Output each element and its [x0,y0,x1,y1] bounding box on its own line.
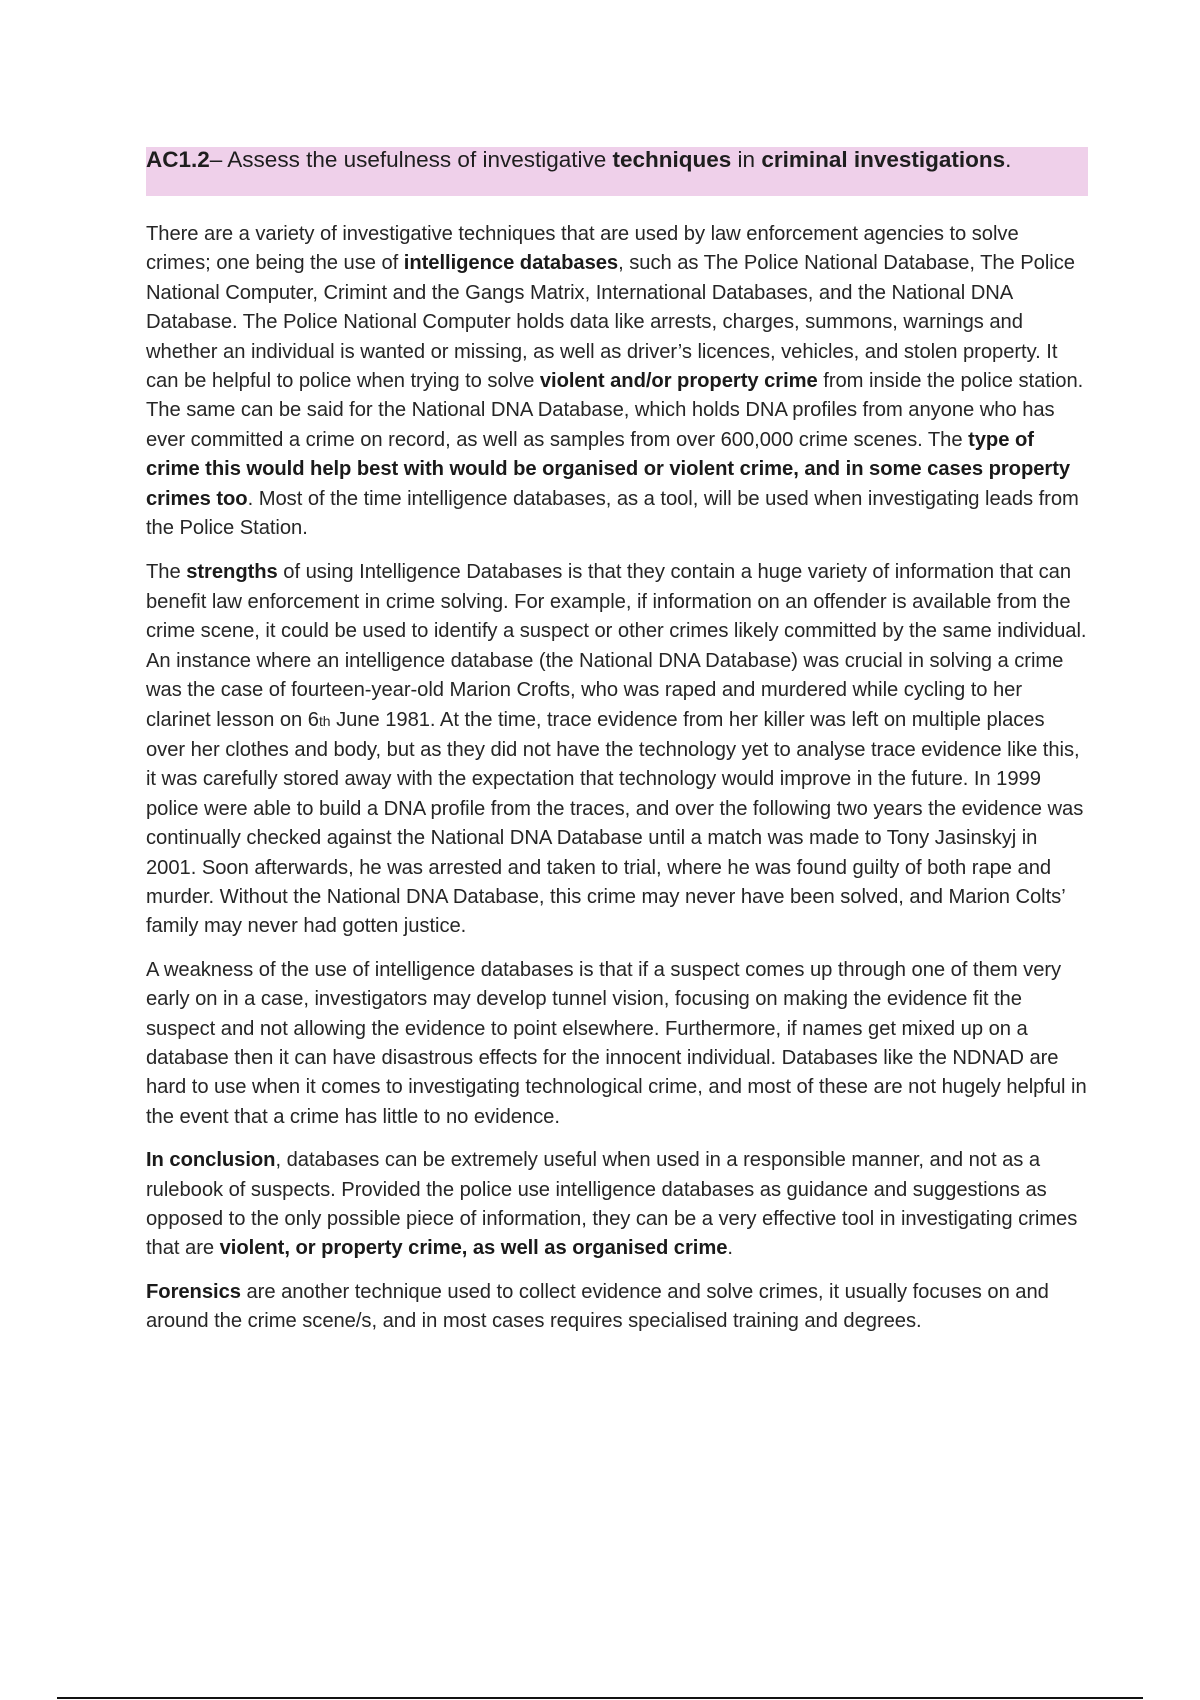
footer-divider [57,1697,1143,1699]
p2-bold-1: strengths [186,561,278,584]
heading-code: AC1.2 [146,147,210,172]
p4-bold-1: In conclusion [146,1149,276,1172]
p2-text-3: June 1981. At the time, trace evidence from her killer was left on multiple places over her clothes and body, but as they did not have the technology yet to analyse trace evidence like this, it was carefully stored away with the expectation that technology would improve in the future. In 1999 police were able to build a DNA profile from the traces, and over the following two years the evidence was continually checked against the National DNA Database until a match was made to Tony Jasinskyj in 2001. Soon afterwards, he was arrested and taken to trial, where he was found guilty of both rape and murder. Without the National DNA Database, this crime may never have been solved, and Marion Colts’ family may never had gotten justice. [146,708,1084,938]
p5-bold-1: Forensics [146,1280,241,1303]
heading-end-text: . [1005,147,1012,172]
p4-bold-2: violent, or property crime, as well as organised crime [219,1237,728,1260]
p5-text-1: are another technique used to collect evidence and solve crimes, it usually focuses on and around the crime scene/s, and in most cases requires specialised training and degrees. [146,1280,1049,1333]
p1-bold-3: type of crime this would help best with would be organised or violent crime, and in some cases property crimes too [146,428,1071,510]
p4-text-2: . [727,1237,733,1260]
p2-text-1: The [146,561,187,584]
p1-text-2: , such as The Police National Database, The Police National Computer, Crimint and the Gangs Matrix, International Databases, and the National DNA Database. The Police National Computer holds data like arrests, charges, summons, warnings and whether an individual is wanted or missing, as well as driver’s licences, vehicles, and stolen property. It can be helpful to police when trying to solve [146,252,1075,393]
p1-text-1: There are a variety of investigative techniques that are used by law enforcement agencies to solve crimes; one being the use of [146,223,1019,275]
page-title [146,147,1011,173]
p3-text-1: A weakness of the use of intelligence databases is that if a suspect comes up through one of them very early on in a case, investigators may develop tunnel vision, focusing on making the evidence fit the suspect and not allowing the evidence to point elsewhere. Furthermore, if names get mixed up on a database then it can have disastrous effects for the innocent individual. Databases like the NDNAD are hard to use when it comes to investigating technological crime, and most of these are not hugely helpful in the event that a crime has little to no evidence. [146,958,1087,1128]
heading-dash-text: – Assess the usefulness of investigative [209,147,613,172]
paragraph-forensics [146,1278,1088,1337]
paragraph-strengths [146,558,1088,941]
p4-text-1: , databases can be extremely useful when used in a responsible manner, and not as a rulebook of suspects. Provided the police use intelligence databases as guidance and suggestions as opposed to the only possible piece of information, they can be a very effective tool in investigating crimes that are [146,1149,1078,1260]
p2-text-2: of using Intelligence Databases is that they contain a huge variety of information that can benefit law enforcement in crime solving. For example, if information on an offender is available from the crime scene, it could be used to identify a suspect or other crimes likely committed by the same individual. An instance where an intelligence database (the National DNA Database) was crucial in solving a crime was the case of fourteen-year-old Marion Crofts, who was raped and murdered while cycling to her clarinet lesson on 6 [146,561,1087,731]
heading-bold-criminal-investigations: criminal investigations [761,147,1006,172]
document-page [146,147,1088,1337]
paragraph-intelligence-databases [146,220,1088,543]
p1-text-4: . Most of the time intelligence databases, as a tool, will be used when investigating leads from the Police Station. [146,487,1079,540]
heading-mid-text: in [731,147,762,172]
p1-bold-1: intelligence databases [403,252,619,275]
p1-bold-2: violent and/or property crime [539,370,818,393]
paragraph-conclusion [146,1146,1088,1264]
paragraph-weakness [146,956,1088,1132]
heading-bold-techniques: techniques [612,147,732,172]
heading-highlight-bar [146,147,1088,196]
p2-superscript: th [318,712,331,729]
p1-text-3: from inside the police station. The same can be said for the National DNA Database, which holds DNA profiles from anyone who has ever committed a crime on record, as well as samples from over 600,000 crime scenes. The [146,370,1084,451]
